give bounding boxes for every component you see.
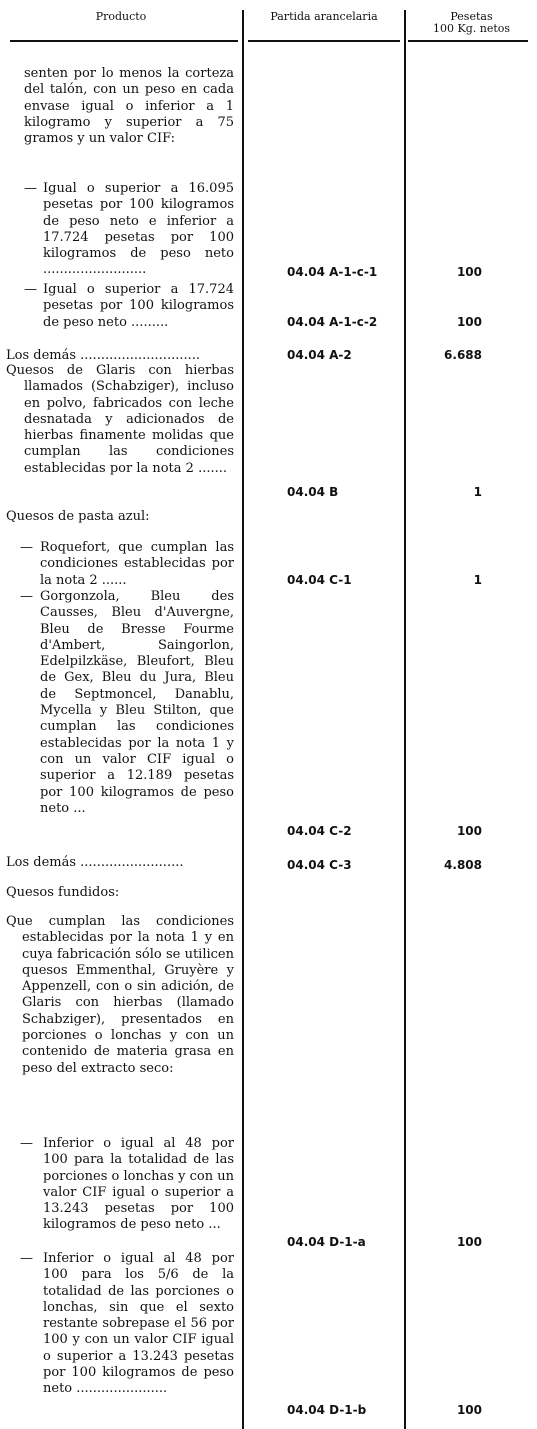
text-demas-2: Los demás .........................	[6, 855, 184, 870]
code-d1b: 04.04 D-1-b	[287, 1403, 367, 1417]
column-divider-2	[404, 10, 406, 1429]
value-c1: 1	[473, 573, 482, 587]
value-a1c1: 100	[456, 265, 482, 279]
code-a1c1: 04.04 A-1-c-1	[287, 265, 378, 279]
header-rule-partida	[248, 40, 400, 42]
value-a2: 6.688	[444, 348, 482, 362]
value-c3: 4.808	[444, 858, 482, 872]
code-d1a: 04.04 D-1-a	[287, 1235, 366, 1249]
text-gorgonzola: Gorgonzola, Bleu des Causses, Bleu d'Auvergne, Bleu de Bresse Fourme d'Ambert, Saingorlon, Edelpilzkäse, Bleufort, Bleu de Gex, Bleu du Jura, Bleu de Septmoncel, Danablu, Mycella y Bleu Stilton, que cumplan las condiciones establecidas por la nota 1 y con un valor CIF igual o superior a 12.189 pesetas por 100 kilogramos de peso neto ...	[40, 589, 234, 816]
header-pesetas-line1: Pesetas	[450, 10, 493, 23]
code-a2: 04.04 A-2	[287, 348, 352, 362]
dash-d1b: —	[20, 1251, 33, 1266]
value-b: 1	[473, 485, 482, 499]
code-c1: 04.04 C-1	[287, 573, 352, 587]
text-b1: Igual o superior a 16.095 pesetas por 100 kilogramos de peso neto e inferior a 17.724 pesetas por 100 kilogramos de peso neto .........................	[43, 181, 234, 278]
value-a1c2: 100	[456, 315, 482, 329]
code-c3: 04.04 C-3	[287, 858, 352, 872]
text-intro: senten por lo menos la corteza del talón, con un peso en cada envase igual o inferior a 1 kilogramo y superior a 75 gramos y un valor CIF:	[24, 66, 234, 147]
header-pesetas-line2: 100 Kg. netos	[432, 22, 511, 35]
value-d1a: 100	[456, 1235, 482, 1249]
dash-b2: —	[24, 282, 37, 297]
text-quesos-fundidos: Quesos fundidos:	[6, 885, 120, 900]
header-rule-pesetas	[408, 40, 528, 42]
text-glaris: Quesos de Glaris con hierbas llamados (Schabziger), incluso en polvo, fabricados con leche desnatada y adicionados de hierbas finamente molidas que cumplan las condiciones establecidas por la nota 2 .......	[6, 363, 234, 476]
code-a1c2: 04.04 A-1-c-2	[287, 315, 378, 329]
text-que-cumplan: Que cumplan las condiciones establecidas por la nota 1 y en cuya fabricación sólo se utilicen quesos Emmenthal, Gruyère y Appenzell, con o sin adición, de Glaris con hierbas (llamado Schabziger), presentados en porciones o lonchas y con un contenido de materia grasa en peso del extracto seco:	[6, 914, 234, 1076]
dash-d1a: —	[20, 1136, 33, 1151]
header-rule-producto	[10, 40, 238, 42]
dash-gorgonzola: —	[20, 589, 33, 604]
value-c2: 100	[456, 824, 482, 838]
code-c2: 04.04 C-2	[287, 824, 352, 838]
text-d1a: Inferior o igual al 48 por 100 para la totalidad de las porciones o lonchas y con un valor CIF igual o superior a 13.243 pesetas por 100 kilogramos de peso neto ...	[43, 1136, 234, 1233]
text-d1b: Inferior o igual al 48 por 100 para los 5/6 de la totalidad de las porciones o lonchas, sin que el sexto restante sobrepase el 56 por 100 y con un valor CIF igual o superior a 13.243 pesetas por 100 kilogramos de peso neto ......................	[43, 1251, 234, 1397]
text-demas-1: Los demás .............................	[6, 348, 200, 363]
dash-roquefort: —	[20, 540, 33, 555]
dash-b1: —	[24, 181, 37, 196]
header-producto: Producto	[95, 10, 147, 23]
text-pasta-azul: Quesos de pasta azul:	[6, 509, 150, 524]
text-b2: Igual o superior a 17.724 pesetas por 100 kilogramos de peso neto .........	[43, 282, 234, 330]
column-divider-1	[242, 10, 244, 1429]
text-roquefort: Roquefort, que cumplan las condiciones establecidas por la nota 2 ......	[40, 540, 234, 588]
header-pesetas	[406, 11, 537, 35]
value-d1b: 100	[456, 1403, 482, 1417]
code-b: 04.04 B	[287, 485, 339, 499]
header-partida: Partida arancelaria	[270, 10, 378, 23]
